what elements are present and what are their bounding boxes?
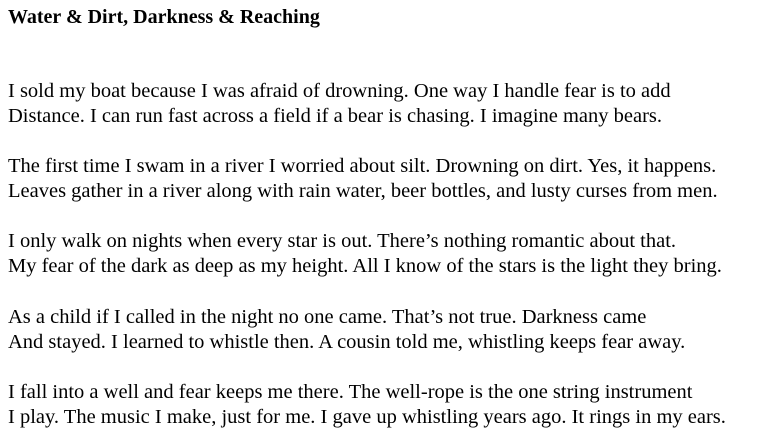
poem-line: I play. The music I make, just for me. I gave up whistling years ago. It rings in my ears. [8, 406, 726, 428]
poem-line: And stayed. I learned to whistle then. A cousin told me, whistling keeps fear away. [8, 331, 686, 353]
stanza-4 [8, 305, 685, 355]
stanza-1 [8, 79, 671, 129]
stanza-5 [8, 380, 726, 430]
poem-line: The first time I swam in a river I worried about silt. Drowning on dirt. Yes, it happens. [8, 155, 717, 177]
poem-line: My fear of the dark as deep as my height. All I know of the stars is the light they bring. [8, 255, 722, 277]
poem-line: I only walk on nights when every star is out. There’s nothing romantic about that. [8, 230, 677, 252]
stanza-3 [8, 229, 722, 279]
poem-line: Distance. I can run fast across a field if a bear is chasing. I imagine many bears. [8, 105, 663, 127]
poem-line: I sold my boat because I was afraid of drowning. One way I handle fear is to add [8, 80, 671, 102]
poem-line: As a child if I called in the night no one came. That’s not true. Darkness came [8, 306, 647, 328]
poem-line: I fall into a well and fear keeps me there. The well-rope is the one string instrument [8, 381, 693, 403]
poem-title: Water & Dirt, Darkness & Reaching [8, 6, 320, 28]
stanza-2 [8, 154, 718, 204]
poem-line: Leaves gather in a river along with rain water, beer bottles, and lusty curses from men. [8, 180, 718, 202]
